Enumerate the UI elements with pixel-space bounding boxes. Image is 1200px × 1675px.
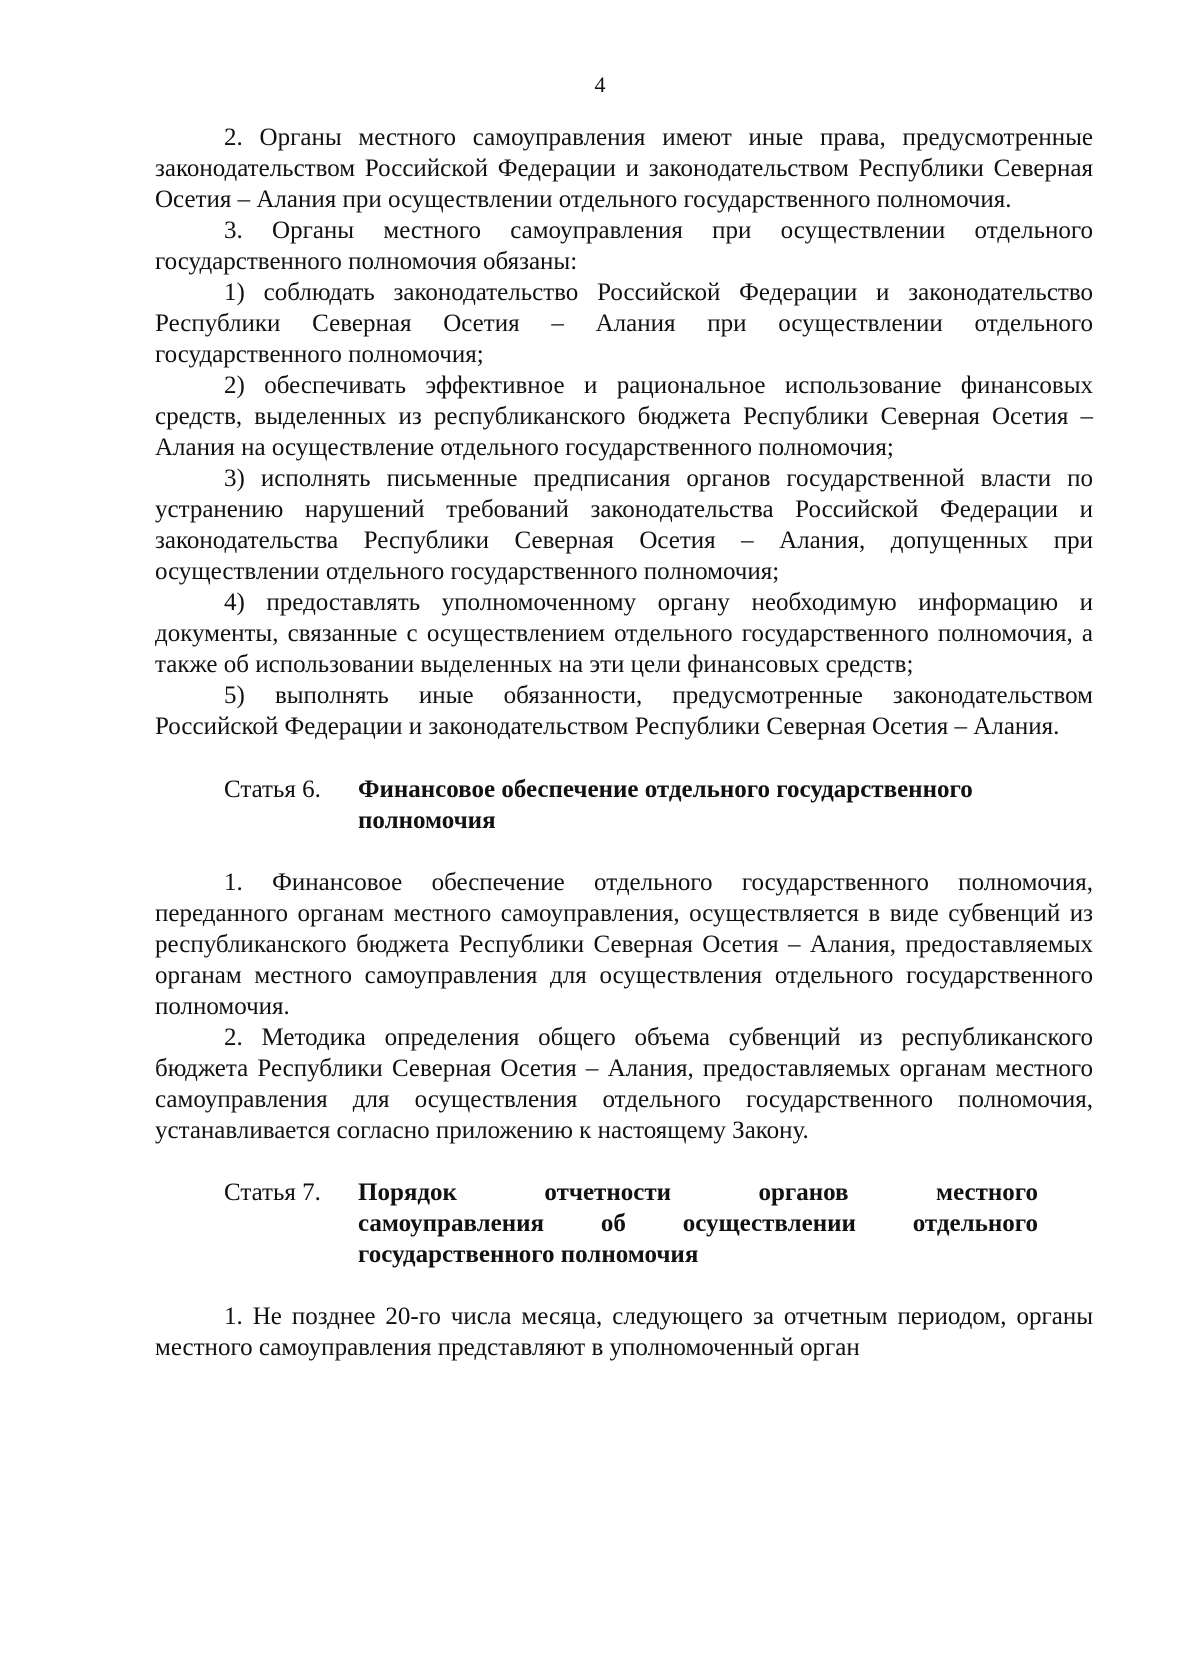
obligation-item-1: 1) соблюдать законодательство Российской Федерации и законодательство Республики Северная Осетия – Алания при осуществлении отдельного государственного полномочия;: [155, 279, 1093, 368]
document-body: [155, 122, 1093, 1363]
article-7-paragraph-1: 1. Не позднее 20-го числа месяца, следующего за отчетным периодом, органы местного самоуправления представляют в уполномоченный орган: [155, 1303, 1093, 1361]
article-7-title-line: самоуправления об осуществлении отдельного: [358, 1210, 1038, 1237]
article-6-paragraph-2: 2. Методика определения общего объема субвенций из республиканского бюджета Республики Северная Осетия – Алания, предоставляемых органам местного самоуправления для осуществления отдельного государственного полномочия, устанавливается согласно приложению к настоящему Закону.: [155, 1024, 1093, 1144]
article-7-title-line: Порядок отчетности органов местного: [358, 1179, 1038, 1206]
article-6-title: [358, 774, 1038, 836]
article-6-paragraph-1: 1. Финансовое обеспечение отдельного государственного полномочия, переданного органам местного самоуправления, осуществляется в виде субвенций из республиканского бюджета Республики Северная Осетия – Алания, предоставляемых органам местного самоуправления для осуществления отдельного государственного полномочия.: [155, 869, 1093, 1020]
article-7-title: [358, 1177, 1038, 1270]
article-6-heading: [224, 774, 1038, 836]
obligation-item-3: 3) исполнять письменные предписания органов государственной власти по устранению нарушений требований законодательства Российской Федерации и законодательства Республики Северная Осетия – Алания, допущенных при осуществлении отдельного государственного полномочия;: [155, 465, 1093, 585]
article-7-heading: [224, 1177, 1038, 1270]
obligation-item-5: 5) выполнять иные обязанности, предусмотренные законодательством Российской Федерации и законодательством Республики Северная Осетия – Алания.: [155, 682, 1093, 740]
article-6-title-line: полномочия: [358, 807, 496, 834]
page-number: 4: [594, 72, 606, 97]
article-6-title-line: Финансовое обеспечение отдельного государственного: [358, 776, 973, 803]
paragraph-rights: 2. Органы местного самоуправления имеют иные права, предусмотренные законодательством Российской Федерации и законодательством Республики Северная Осетия – Алания при осуществлении отдельного государственного полномочия.: [155, 124, 1093, 213]
obligation-item-4: 4) предоставлять уполномоченному органу необходимую информацию и документы, связанные с осуществлением отдельного государственного полномочия, а также об использовании выделенных на эти цели финансовых средств;: [155, 589, 1093, 678]
article-6-number: Статья 6.: [224, 776, 321, 803]
paragraph-obligations-intro: 3. Органы местного самоуправления при осуществлении отдельного государственного полномочия обязаны:: [155, 217, 1093, 275]
article-7-number: Статья 7.: [224, 1179, 321, 1206]
obligation-item-2: 2) обеспечивать эффективное и рациональное использование финансовых средств, выделенных из республиканского бюджета Республики Северная Осетия – Алания на осуществление отдельного государственного полномочия;: [155, 372, 1093, 461]
article-7-title-line: государственного полномочия: [358, 1241, 699, 1268]
